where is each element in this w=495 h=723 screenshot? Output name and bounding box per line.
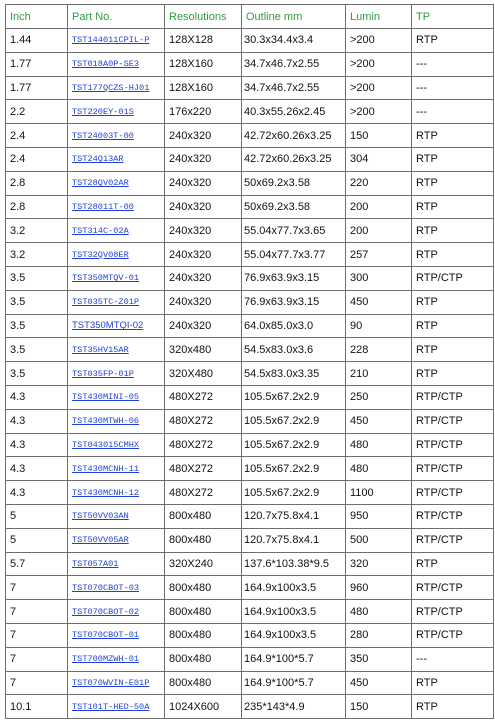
- cell-lumin: 450: [346, 290, 412, 314]
- cell-tp: RTP: [412, 243, 494, 267]
- cell-inch: 4.3: [6, 457, 68, 481]
- cell-inch: 4.3: [6, 409, 68, 433]
- table-row: [6, 362, 494, 386]
- cell-tp: RTP/CTP: [412, 504, 494, 528]
- table-row: [6, 338, 494, 362]
- cell-tp: RTP/CTP: [412, 481, 494, 505]
- cell-tp: RTP: [412, 171, 494, 195]
- cell-lumin: 228: [346, 338, 412, 362]
- table-row: [6, 457, 494, 481]
- cell-tp: RTP/CTP: [412, 600, 494, 624]
- table-row: [6, 481, 494, 505]
- table-row: [6, 695, 494, 719]
- cell-tp: RTP/CTP: [412, 528, 494, 552]
- cell-part-no[interactable]: TST24Q13AR: [68, 147, 165, 171]
- cell-lumin: 950: [346, 504, 412, 528]
- cell-inch: 2.2: [6, 100, 68, 124]
- cell-tp: RTP: [412, 124, 494, 148]
- cell-lumin: 480: [346, 433, 412, 457]
- cell-lumin: 257: [346, 243, 412, 267]
- cell-tp: RTP/CTP: [412, 576, 494, 600]
- cell-lumin: >200: [346, 52, 412, 76]
- table-row: [6, 195, 494, 219]
- table-row: [6, 314, 494, 338]
- table-row: [6, 290, 494, 314]
- cell-part-no[interactable]: TST32QV08ER: [68, 243, 165, 267]
- cell-resolution: 240x320: [165, 124, 242, 148]
- table-row: [6, 433, 494, 457]
- cell-outline: 235*143*4.9: [242, 695, 346, 719]
- cell-lumin: 150: [346, 124, 412, 148]
- cell-resolution: 240x320: [165, 243, 242, 267]
- cell-lumin: 210: [346, 362, 412, 386]
- cell-tp: RTP/CTP: [412, 457, 494, 481]
- cell-part-no[interactable]: TST24003T-00: [68, 124, 165, 148]
- cell-inch: 2.8: [6, 195, 68, 219]
- cell-resolution: 128X160: [165, 52, 242, 76]
- header-row: [6, 5, 494, 29]
- cell-resolution: 240x320: [165, 266, 242, 290]
- header-outline: Outline mm: [242, 5, 346, 29]
- cell-outline: 54.5x83.0x3.35: [242, 362, 346, 386]
- cell-lumin: 480: [346, 600, 412, 624]
- cell-inch: 2.4: [6, 147, 68, 171]
- cell-resolution: 240x320: [165, 219, 242, 243]
- cell-lumin: 280: [346, 623, 412, 647]
- cell-resolution: 1024X600: [165, 695, 242, 719]
- cell-part-no[interactable]: TST057A01: [68, 552, 165, 576]
- cell-part-no[interactable]: TST28QV02AR: [68, 171, 165, 195]
- cell-inch: 10.1: [6, 695, 68, 719]
- cell-part-no[interactable]: TST070CBOT-03: [68, 576, 165, 600]
- cell-outline: 34.7x46.7x2.55: [242, 76, 346, 100]
- cell-part-no[interactable]: TST50VV05AR: [68, 528, 165, 552]
- header-tp: TP: [412, 5, 494, 29]
- cell-part-no[interactable]: TST350MTQI-02: [68, 314, 165, 338]
- cell-outline: 54.5x83.0x3.6: [242, 338, 346, 362]
- cell-resolution: 240x320: [165, 195, 242, 219]
- cell-resolution: 480X272: [165, 481, 242, 505]
- cell-outline: 120.7x75.8x4.1: [242, 504, 346, 528]
- cell-outline: 164.9x100x3.5: [242, 600, 346, 624]
- cell-outline: 105.5x67.2x2.9: [242, 433, 346, 457]
- header-lumin: Lumin: [346, 5, 412, 29]
- cell-outline: 42.72x60.26x3.25: [242, 124, 346, 148]
- cell-outline: 105.5x67.2x2.9: [242, 457, 346, 481]
- table-row: [6, 552, 494, 576]
- cell-outline: 105.5x67.2x2.9: [242, 409, 346, 433]
- cell-outline: 76.9x63.9x3.15: [242, 266, 346, 290]
- cell-lumin: 90: [346, 314, 412, 338]
- table-row: [6, 243, 494, 267]
- cell-part-no[interactable]: TST430MCNH-12: [68, 481, 165, 505]
- cell-tp: RTP: [412, 29, 494, 53]
- table-row: [6, 76, 494, 100]
- cell-part-no[interactable]: TST177QCZS-HJ01: [68, 76, 165, 100]
- cell-part-no[interactable]: TST350MTQV-01: [68, 266, 165, 290]
- cell-part-no[interactable]: TST430MCNH-11: [68, 457, 165, 481]
- cell-part-no[interactable]: TST314C-02A: [68, 219, 165, 243]
- cell-tp: RTP/CTP: [412, 433, 494, 457]
- cell-resolution: 128X128: [165, 29, 242, 53]
- cell-resolution: 240x320: [165, 290, 242, 314]
- cell-tp: RTP: [412, 695, 494, 719]
- cell-tp: RTP: [412, 195, 494, 219]
- cell-outline: 164.9x100x3.5: [242, 623, 346, 647]
- cell-resolution: 320X480: [165, 362, 242, 386]
- cell-inch: 4.3: [6, 481, 68, 505]
- cell-lumin: 300: [346, 266, 412, 290]
- cell-inch: 2.8: [6, 171, 68, 195]
- cell-inch: 3.2: [6, 219, 68, 243]
- cell-outline: 42.72x60.26x3.25: [242, 147, 346, 171]
- cell-resolution: 480X272: [165, 385, 242, 409]
- cell-part-no[interactable]: TST430MINI-05: [68, 385, 165, 409]
- cell-tp: RTP: [412, 362, 494, 386]
- cell-inch: 5: [6, 528, 68, 552]
- table-row: [6, 600, 494, 624]
- cell-lumin: 250: [346, 385, 412, 409]
- cell-part-no[interactable]: TST018A0P-SE3: [68, 52, 165, 76]
- table-row: [6, 576, 494, 600]
- cell-part-no[interactable]: TST35HV15AR: [68, 338, 165, 362]
- cell-part-no[interactable]: TST220EY-01S: [68, 100, 165, 124]
- cell-outline: 30.3x34.4x3.4: [242, 29, 346, 53]
- cell-tp: RTP: [412, 671, 494, 695]
- cell-outline: 76.9x63.9x3.15: [242, 290, 346, 314]
- cell-resolution: 240x320: [165, 314, 242, 338]
- cell-inch: 2.4: [6, 124, 68, 148]
- header-resolutions: Resolutions: [165, 5, 242, 29]
- cell-outline: 105.5x67.2x2.9: [242, 385, 346, 409]
- cell-lumin: 200: [346, 219, 412, 243]
- cell-inch: 7: [6, 647, 68, 671]
- cell-lumin: 450: [346, 409, 412, 433]
- cell-resolution: 240x320: [165, 147, 242, 171]
- cell-tp: RTP: [412, 219, 494, 243]
- cell-outline: 64.0x85.0x3.0: [242, 314, 346, 338]
- cell-outline: 105.5x67.2x2.9: [242, 481, 346, 505]
- cell-tp: ---: [412, 52, 494, 76]
- cell-lumin: >200: [346, 100, 412, 124]
- cell-lumin: >200: [346, 29, 412, 53]
- cell-inch: 7: [6, 576, 68, 600]
- cell-part-no[interactable]: TST070CBOT-02: [68, 600, 165, 624]
- cell-inch: 7: [6, 671, 68, 695]
- table-row: [6, 171, 494, 195]
- cell-part-no[interactable]: TST070WVIN-E01P: [68, 671, 165, 695]
- table-row: [6, 409, 494, 433]
- cell-inch: 5: [6, 504, 68, 528]
- cell-inch: 3.5: [6, 266, 68, 290]
- cell-inch: 1.44: [6, 29, 68, 53]
- cell-inch: 3.2: [6, 243, 68, 267]
- table-row: [6, 528, 494, 552]
- cell-resolution: 800x480: [165, 623, 242, 647]
- cell-tp: RTP/CTP: [412, 623, 494, 647]
- cell-resolution: 320x480: [165, 338, 242, 362]
- cell-tp: RTP/CTP: [412, 409, 494, 433]
- cell-lumin: 500: [346, 528, 412, 552]
- cell-resolution: 240x320: [165, 171, 242, 195]
- cell-lumin: 480: [346, 457, 412, 481]
- cell-tp: ---: [412, 76, 494, 100]
- cell-resolution: 800x480: [165, 504, 242, 528]
- cell-lumin: 450: [346, 671, 412, 695]
- cell-outline: 55.04x77.7x3.65: [242, 219, 346, 243]
- cell-outline: 55.04x77.7x3.77: [242, 243, 346, 267]
- table-row: [6, 385, 494, 409]
- table-row: [6, 29, 494, 53]
- cell-inch: 3.5: [6, 314, 68, 338]
- table-row: [6, 124, 494, 148]
- cell-inch: 5.7: [6, 552, 68, 576]
- cell-resolution: 800x480: [165, 647, 242, 671]
- cell-part-no[interactable]: TST035TC-Z01P: [68, 290, 165, 314]
- cell-inch: 4.3: [6, 433, 68, 457]
- cell-lumin: 200: [346, 195, 412, 219]
- cell-outline: 40.3x55.26x2.45: [242, 100, 346, 124]
- cell-part-no[interactable]: TST144011CPIL-P: [68, 29, 165, 53]
- cell-outline: 164.9x100x3.5: [242, 576, 346, 600]
- cell-outline: 164.9*100*5.7: [242, 647, 346, 671]
- cell-resolution: 480X272: [165, 457, 242, 481]
- cell-inch: 1.77: [6, 76, 68, 100]
- cell-part-no[interactable]: TST035FP-01P: [68, 362, 165, 386]
- cell-outline: 50x69.2x3.58: [242, 171, 346, 195]
- cell-lumin: 320: [346, 552, 412, 576]
- cell-inch: 7: [6, 600, 68, 624]
- table-row: [6, 147, 494, 171]
- table-row: [6, 52, 494, 76]
- table-row: [6, 100, 494, 124]
- cell-part-no[interactable]: TST28011T-00: [68, 195, 165, 219]
- cell-resolution: 800x480: [165, 671, 242, 695]
- cell-inch: 3.5: [6, 362, 68, 386]
- cell-inch: 7: [6, 623, 68, 647]
- cell-part-no[interactable]: TST700MZWH-01: [68, 647, 165, 671]
- cell-part-no[interactable]: TST430MTWH-06: [68, 409, 165, 433]
- cell-resolution: 480X272: [165, 409, 242, 433]
- cell-resolution: 176x220: [165, 100, 242, 124]
- cell-part-no[interactable]: TST101T-HED-50A: [68, 695, 165, 719]
- cell-tp: ---: [412, 100, 494, 124]
- cell-outline: 34.7x46.7x2.55: [242, 52, 346, 76]
- cell-part-no[interactable]: TST50VV03AN: [68, 504, 165, 528]
- cell-resolution: 320X240: [165, 552, 242, 576]
- cell-lumin: 1100: [346, 481, 412, 505]
- cell-tp: RTP: [412, 290, 494, 314]
- cell-tp: RTP/CTP: [412, 266, 494, 290]
- cell-part-no[interactable]: TST043015CMHX: [68, 433, 165, 457]
- cell-resolution: 800x480: [165, 528, 242, 552]
- cell-resolution: 128X160: [165, 76, 242, 100]
- cell-tp: RTP: [412, 552, 494, 576]
- cell-inch: 3.5: [6, 338, 68, 362]
- table-row: [6, 671, 494, 695]
- cell-outline: 120.7x75.8x4.1: [242, 528, 346, 552]
- cell-lumin: 304: [346, 147, 412, 171]
- cell-tp: ---: [412, 647, 494, 671]
- table-row: [6, 266, 494, 290]
- cell-resolution: 800x480: [165, 600, 242, 624]
- cell-lumin: 960: [346, 576, 412, 600]
- cell-lumin: 150: [346, 695, 412, 719]
- cell-lumin: 220: [346, 171, 412, 195]
- cell-tp: RTP: [412, 338, 494, 362]
- header-part-no: Part No.: [68, 5, 165, 29]
- cell-lumin: >200: [346, 76, 412, 100]
- cell-resolution: 800x480: [165, 576, 242, 600]
- cell-lumin: 350: [346, 647, 412, 671]
- cell-resolution: 480X272: [165, 433, 242, 457]
- cell-inch: 4.3: [6, 385, 68, 409]
- table-row: [6, 504, 494, 528]
- cell-outline: 164.9*100*5.7: [242, 671, 346, 695]
- cell-tp: RTP: [412, 314, 494, 338]
- cell-tp: RTP: [412, 147, 494, 171]
- table-row: [6, 219, 494, 243]
- header-inch: Inch: [6, 5, 68, 29]
- cell-inch: 1.77: [6, 52, 68, 76]
- table-row: [6, 623, 494, 647]
- cell-outline: 137.6*103.38*9.5: [242, 552, 346, 576]
- cell-part-no[interactable]: TST070CBOT-01: [68, 623, 165, 647]
- cell-outline: 50x69.2x3.58: [242, 195, 346, 219]
- cell-tp: RTP/CTP: [412, 385, 494, 409]
- table-row: [6, 647, 494, 671]
- cell-inch: 3.5: [6, 290, 68, 314]
- spec-table: [5, 4, 494, 719]
